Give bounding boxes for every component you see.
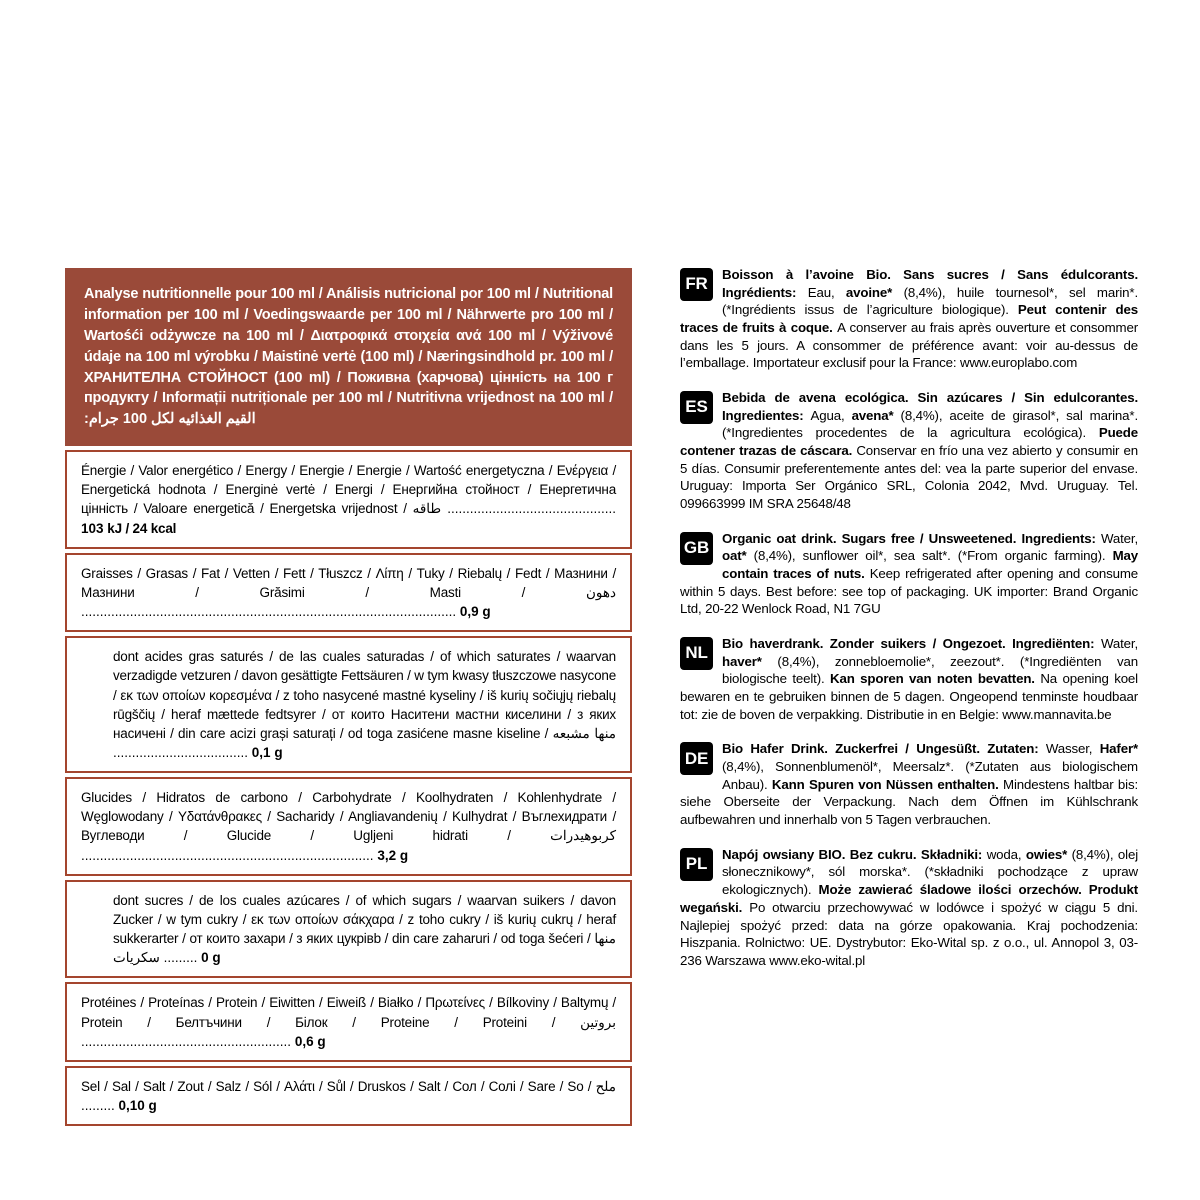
dot-leader: ......... [81,1098,115,1114]
lang-badge-gb: GB [680,532,713,565]
dot-leader: ............................................. [447,501,616,517]
lang-badge-nl: NL [680,637,713,670]
lang-block-nl [680,635,1138,723]
nutrient-label: Protéines / Proteínas / Protein / Eiwitten / Eiweiß / Białko / Πρωτείνες / Bílkoviny / Baltymų / Protein / Белтъчини / Білок / Proteine / Proteini / بروتين [81,995,616,1030]
nutrition-row-energy [65,450,632,549]
dot-leader: .............................................................................. [81,847,374,863]
dot-leader: ........................................................ [81,1033,292,1049]
nutrition-row-protein [65,982,632,1061]
nutrition-row-carbohydrate [65,777,632,876]
nutrient-value: 3,2 g [377,847,408,863]
nutrient-value: 0 g [201,950,221,966]
lang-block-es [680,389,1138,513]
ingredients-text-es: Bebida de avena ecológica. Sin azúcares / Sin edulcorantes. Ingredientes: Agua, avena* (8,4%), aceite de girasol*, sal marina*. (*Ingredientes procedentes de la agricultura ecológica). Puede contener trazas de cáscara. Conservar en frío una vez abierto y consumir en 5 días. Consumir preferentemente antes del: vea la parte superior del envase. Uruguay: Importa Ser Orgánico SRL, Colonia 2042, Mvd. Uruguay. Tel. 099663999 IM SRA 25648/48 [680,390,1138,512]
lang-badge-de: DE [680,742,713,775]
lang-block-pl [680,846,1138,970]
ingredients-text-pl: Napój owsiany BIO. Bez cukru. Składniki: woda, owies* (8,4%), olej słonecznikowy*, sól morska*. (*składniki pochodzące z upraw ekologicznych). Może zawierać śladowe ilości orzechów. Produkt wegański. Po otwarciu przechowywać w lodówce i spożyć w ciągu 5 dni. Najlepiej spożyć przed: data na górze opakowania. Kraj pochodzenia: Hiszpania. Rolnictwo: UE. Dystrybutor: Eko-Wital sp. z o.o., ul. Annopol 3, 03-236 Warszawa www.eko-wital.pl [680,846,1138,968]
nutrient-value: 0,10 g [118,1098,157,1114]
dot-leader: ......... [163,950,198,966]
nutrient-value: 0,9 g [459,604,491,620]
lang-badge-es: ES [680,391,713,424]
nutrient-label: Énergie / Valor energético / Energy / Energie / Energie / Wartość energetyczna / Ενέργεια / Energetická hodnota / Energinė vertė / Energi / Енергийна стойност / Енергетична цінність / Valoare energetică / Energetska vrijednost / طاقه [81,463,616,517]
lang-badge-pl: PL [680,848,713,881]
lang-block-fr [680,266,1138,372]
lang-badge-fr: FR [680,268,713,301]
ingredients-text-gb: Organic oat drink. Sugars free / Unsweetened. Ingredients: Water, oat* (8,4%), sunflower oil*, sea salt*. (*From organic farming). May contain traces of nuts. Keep refrigerated after opening and consume within 5 days. Best before: see top of packaging. UK importer: Brand Organic Ltd, 20-22 Wenlock Road, N1 7GU [680,530,1138,617]
ingredients-text-fr: Boisson à l’avoine Bio. Sans sucres / Sans édulcorants. Ingrédients: Eau, avoine* (8,4%), huile tournesol*, sel marin*. (*Ingrédients issus de l’agriculture biologique). Peut contenir des traces de fruits à coque. A conserver au frais après ouverture et consommer dans les 5 jours. A consommer de préférence avant: voir au-dessus de l’emballage. Importateur exclusif pour la France: www.europlabo.com [680,267,1138,371]
nutrient-value: 0,1 g [251,745,283,760]
nutrition-row-saturates [65,636,632,773]
nutrient-label: Sel / Sal / Salt / Zout / Salz / Sól / Αλάτι / Sůl / Druskos / Salt / Сол / Солі / Sare / So / ملح [81,1078,616,1094]
nutrition-panel [65,268,632,1126]
nutrient-value: 103 kJ / 24 kcal [81,520,177,536]
lang-block-gb [680,530,1138,618]
nutrient-value: 0,6 g [294,1033,326,1049]
dot-leader: .................................... [113,745,249,760]
nutrient-label: Graisses / Grasas / Fat / Vetten / Fett / Tłuszcz / Λίπη / Tuky / Riebalų / Fedt / Мазнини / Мазнини / Grăsimi / Masti / دهون [81,565,616,600]
ingredients-text-de: Bio Hafer Drink. Zuckerfrei / Ungesüßt. Zutaten: Wasser, Hafer* (8,4%), Sonnenblumenöl*, Meersalz*. (*Zutaten aus biologischem Anbau). Kann Spuren von Nüssen enthalten. Mindestens haltbar bis: siehe Oberseite der Verpackung. Nach dem Öffnen im Kühlschrank aufbewahren und innerhalb von 5 Tagen verbrauchen. [680,741,1138,828]
nutrition-row-fat [65,553,632,632]
ingredients-text-nl: Bio haverdrank. Zonder suikers / Ongezoet. Ingrediënten: Water, haver* (8,4%), zonnebloemolie*, zeezout*. (*Ingrediënten van biologische teelt). Kan sporen van noten bevatten. Na opening koel bewaren en te gebruiken binnen de 5 dagen. Ongeopend tenminste houdbaar tot: zie de boven de verpakking. Distributie in en Belgie: www.mannavita.be [680,636,1138,722]
nutrient-label: dont acides gras saturés / de las cuales saturadas / of which saturates / waarvan verzadigde vetzuren / davon gesättigte Fettsäuren / w tym kwasy tłuszczowe nasycone / εκ των οποίων κορεσμένα / z toho nasycené mastné kyseliny / iš kurių sočiųjų riebalų rūgščių / heraf mættede fedtsyrer / от които Наситени мастни киселини / з яких насичені / din care acizi grași saturați / od toga zasićene masne kiseline / منها مشبعه [113,649,616,741]
dot-leader: .................................................................................................... [81,604,457,620]
lang-block-de [680,740,1138,828]
ingredients-column [680,266,1138,987]
nutrient-label: dont sucres / de los cuales azúcares / of which sugars / waarvan suikers / davon Zucker / w tym cukry / εκ των οποίων σάκχαρα / z toho cukry / iš kurių cukrų / heraf sukkerarter / от които захари / з яких цукрівb / din care zaharuri / od toga šećeri / منها سكريات [113,892,616,966]
nutrition-row-sugars [65,880,632,979]
nutrition-row-salt [65,1066,632,1126]
nutrition-panel-header: Analyse nutritionnelle pour 100 ml / Análisis nutricional por 100 ml / Nutritional information per 100 ml / Voedingswaarde per 100 ml / Nährwerte pro 100 ml / Wartośći odżywcze na 100 ml / Διατροφικά στοιχεία ανά 100 ml / Výživové údaje na 100 ml výrobku / Maistinė vertė (100 ml) / Næringsindhold pr. 100 ml / ХРАНИТЕЛНА СТОЙНОСТ (100 ml) / Поживна (харчова) цінність на 100 г продукту / Informații nutriționale per 100 ml / Nutritivna vrijednost na 100 ml / القيم الغذائيه لكل 100 جرام:‏ [65,268,632,446]
nutrient-label: Glucides / Hidratos de carbono / Carbohydrate / Koolhydraten / Kohlenhydrate / Węglowodany / Υδατάνθρακες / Sacharidy / Angliavandenių / Kulhydrat / Въглехидрати / Вуглеводи / Glucide / Ugljeni hidrati / كربوهيدرات [81,790,616,844]
